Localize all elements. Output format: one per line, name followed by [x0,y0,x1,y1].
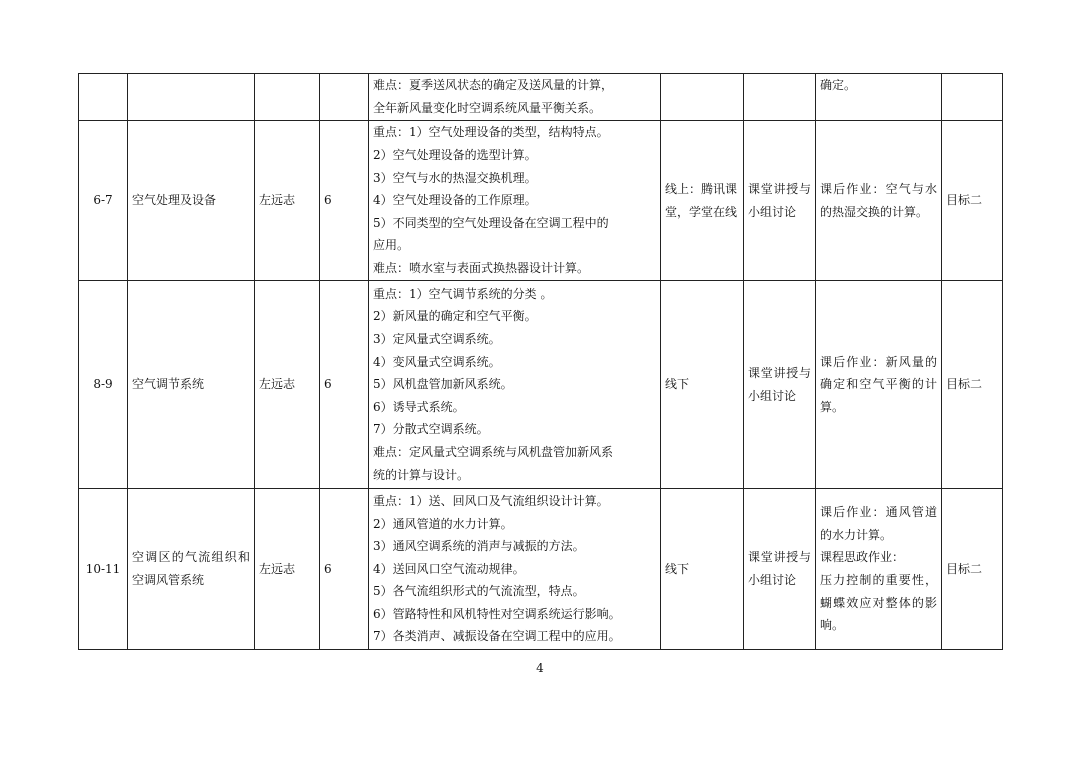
mode-cell: 线下 [661,489,744,650]
goal-cell: 目标二 [942,121,1003,281]
homework-line: 课程思政作业： [820,550,905,565]
content-line: 重点：1）空气调节系统的分类 。 [373,286,553,301]
content-line: 应用。 [373,238,410,253]
content-line: 4）空气处理设备的工作原理。 [373,193,537,208]
homework-cell [816,489,942,650]
homework-line: 确定。 [820,78,857,92]
content-line: 7）分散式空调系统。 [373,422,489,437]
schedule-table [78,73,1003,650]
content-line: 全年新风量变化时空调系统风量平衡关系。 [373,101,602,115]
method-cell: 课堂讲授与小组讨论 [744,281,816,489]
content-cell [369,121,661,281]
content-cell [369,74,661,121]
topic-cell: 空调区的气流组织和空调风管系统 [128,489,255,650]
content-line: 3）定风量式空调系统。 [373,332,501,347]
content-line: 难点：喷水室与表面式换热器设计计算。 [373,260,590,275]
topic-cell: 空气处理及设备 [128,121,255,281]
homework-line: 课后作业：空气与水的热湿交换的计算。 [820,181,937,219]
teacher-cell [255,74,320,121]
week-cell: 10-11 [79,489,128,650]
teacher-cell: 左远志 [255,121,320,281]
content-line: 统的计算与设计。 [373,467,470,482]
table-row [79,121,1003,281]
content-line: 难点：夏季送风状态的确定及送风量的计算， [373,78,614,93]
content-line: 4）变风量式空调系统。 [373,354,501,369]
table-row [79,489,1003,650]
method-cell [744,74,816,121]
content-line: 3）空气与水的热湿交换机理。 [373,170,537,185]
week-cell [79,74,128,121]
teacher-cell: 左远志 [255,281,320,489]
content-line: 6）管路特性和风机特性对空调系统运行影响。 [373,606,621,621]
content-line: 5）风机盘管加新风系统。 [373,377,513,392]
page-number: 4 [536,661,544,675]
content-line: 5）各气流组织形式的气流流型，特点。 [373,584,585,599]
hours-cell: 6 [320,121,369,281]
content-cell [369,489,661,650]
content-cell [369,281,661,489]
table-row [79,281,1003,489]
homework-cell [816,74,942,121]
topic-cell [128,74,255,121]
goal-cell: 目标二 [942,281,1003,489]
content-line: 7）各类消声、减振设备在空调工程中的应用。 [373,629,621,644]
content-line: 3）通风空调系统的消声与减振的方法。 [373,539,585,554]
homework-line: 课后作业：新风量的确定和空气平衡的计算。 [820,354,937,414]
topic-cell: 空气调节系统 [128,281,255,489]
hours-cell: 6 [320,281,369,489]
content-line: 2）空气处理设备的选型计算。 [373,148,537,163]
mode-cell: 线下 [661,281,744,489]
schedule-body [79,74,1003,650]
homework-line: 压力控制的重要性，蝴蝶效应对整体的影响。 [820,573,937,633]
table-row [79,74,1003,121]
week-cell: 6-7 [79,121,128,281]
homework-cell [816,121,942,281]
homework-line: 课后作业：通风管道的水力计算。 [820,505,937,542]
mode-cell: 线上：腾讯课堂，学堂在线 [661,121,744,281]
content-line: 难点：定风量式空调系统与风机盘管加新风系 [373,444,614,459]
content-line: 重点：1）送、回风口及气流组织设计计算。 [373,493,609,508]
teacher-cell: 左远志 [255,489,320,650]
method-cell: 课堂讲授与小组讨论 [744,121,816,281]
content-line: 2）新风量的确定和空气平衡。 [373,309,537,324]
content-line: 2）通风管道的水力计算。 [373,516,513,531]
content-line: 4）送回风口空气流动规律。 [373,561,525,576]
content-line: 重点：1）空气处理设备的类型，结构特点。 [373,125,609,140]
goal-cell [942,74,1003,121]
goal-cell: 目标二 [942,489,1003,650]
homework-cell [816,281,942,489]
method-cell: 课堂讲授与小组讨论 [744,489,816,650]
mode-cell [661,74,744,121]
week-cell: 8-9 [79,281,128,489]
hours-cell: 6 [320,489,369,650]
content-line: 5）不同类型的空气处理设备在空调工程中的 [373,215,609,230]
content-line: 6）诱导式系统。 [373,399,465,414]
hours-cell [320,74,369,121]
